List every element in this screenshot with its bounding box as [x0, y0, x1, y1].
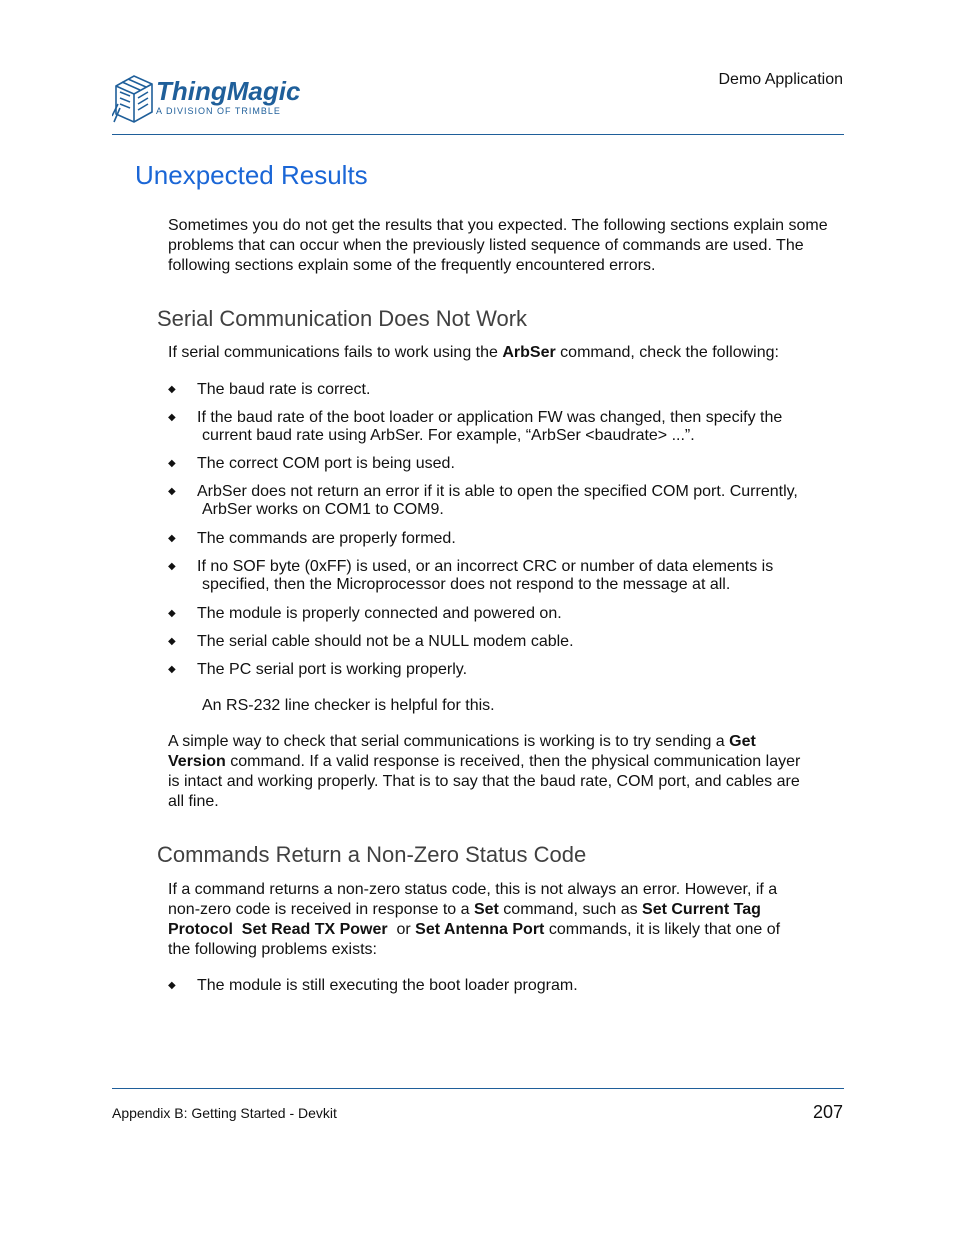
paragraph-line: all fine.: [168, 793, 219, 810]
paragraph-text: or: [387, 921, 416, 938]
paragraph-line: [168, 920, 848, 940]
list-item-text: The PC serial port is working properly.: [197, 661, 468, 678]
diamond-bullet-icon: ◆: [168, 980, 176, 991]
diamond-bullet-icon: ◆: [168, 486, 176, 497]
intro-paragraph: Sometimes you do not get the results that you expected. The following sections explain some problems that can occur when the previously listed sequence of commands are used. The following sections explain some of the frequently encountered errors.: [168, 217, 828, 274]
command-name: Set: [473, 901, 499, 918]
list-item-text: [197, 558, 842, 594]
section-heading-serial: Serial Communication Does Not Work: [157, 306, 528, 331]
paragraph-line: [168, 900, 848, 920]
list-item-line: ArbSer does not return an error if it is able to open the specified COM port. Currently,: [197, 483, 798, 500]
diamond-bullet-icon: ◆: [168, 561, 176, 572]
lead-command: ArbSer: [502, 344, 556, 361]
list-item-line: specified, then the Microprocessor does not respond to the message at all.: [202, 576, 731, 593]
paragraph-text: command, such as: [498, 901, 643, 918]
thingmagic-cube-icon: [112, 68, 312, 124]
list-item-line: If no SOF byte (0xFF) is used, or an incorrect CRC or number of data elements is: [197, 558, 774, 575]
list-item-text: The module is still executing the boot loader program.: [197, 977, 578, 994]
section1-lead: [168, 343, 848, 363]
footer-divider: [112, 1088, 844, 1089]
list-item-text: The serial cable should not be a NULL modem cable.: [197, 633, 574, 650]
footer-chapter: Appendix B: Getting Started - Devkit: [112, 1105, 337, 1121]
list-item-text: The commands are properly formed.: [197, 530, 456, 547]
diamond-bullet-icon: ◆: [168, 664, 176, 675]
command-name: Protocol Set Read TX Power: [168, 921, 388, 938]
list-item-text: The module is properly connected and powered on.: [197, 605, 562, 622]
list-item-line: ArbSer works on COM1 to COM9.: [202, 501, 444, 518]
command-name: Version: [168, 753, 226, 770]
header-section-title: Demo Application: [718, 71, 843, 88]
header-divider: [112, 134, 844, 135]
page-title: Unexpected Results: [135, 160, 368, 190]
list-item-text: [197, 483, 842, 519]
list-item-line: If the baud rate of the boot loader or application FW was changed, then specify the: [197, 409, 783, 426]
diamond-bullet-icon: ◆: [168, 533, 176, 544]
bullet-note: An RS-232 line checker is helpful for this.: [202, 697, 495, 714]
paragraph-text: non-zero code is received in response to a: [168, 901, 474, 918]
page-number: 207: [812, 1102, 843, 1122]
command-name: Set Antenna Port: [415, 921, 545, 938]
lead-text-end: command, check the following:: [555, 344, 779, 361]
list-item-text: The correct COM port is being used.: [197, 455, 455, 472]
section2-paragraph: [168, 880, 848, 960]
diamond-bullet-icon: ◆: [168, 412, 176, 423]
diamond-bullet-icon: ◆: [168, 458, 176, 469]
thingmagic-logo: [112, 68, 312, 124]
brand-tagline: A DIVISION OF TRIMBLE: [156, 106, 281, 116]
paragraph-line: is intact and working properly. That is to say that the baud rate, COM port, and cables are: [168, 773, 800, 790]
paragraph-line: [168, 732, 848, 752]
command-name: Set Current Tag: [642, 901, 761, 918]
list-item-text: The baud rate is correct.: [197, 381, 371, 398]
section-heading-status-code: Commands Return a Non-Zero Status Code: [157, 842, 587, 867]
diamond-bullet-icon: ◆: [168, 636, 176, 647]
diamond-bullet-icon: ◆: [168, 608, 176, 619]
lead-text: If serial communications fails to work using the: [168, 344, 503, 361]
command-name: Get: [729, 733, 756, 750]
list-item-text: [197, 409, 842, 445]
paragraph-text: command. If a valid response is received, then the physical communication layer: [225, 753, 801, 770]
list-item-line: current baud rate using ArbSer. For example, “ArbSer <baudrate> ...”.: [202, 427, 695, 444]
paragraph-text: commands, it is likely that one of: [544, 921, 781, 938]
paragraph-line: If a command returns a non-zero status code, this is not always an error. However, if a: [168, 881, 778, 898]
brand-name: ThingMagic: [156, 76, 301, 106]
paragraph-line: [168, 752, 848, 772]
diamond-bullet-icon: ◆: [168, 384, 176, 395]
paragraph-line: the following problems exists:: [168, 941, 377, 958]
paragraph-text: A simple way to check that serial communications is working is to try sending a: [168, 733, 730, 750]
section1-paragraph: [168, 732, 848, 812]
